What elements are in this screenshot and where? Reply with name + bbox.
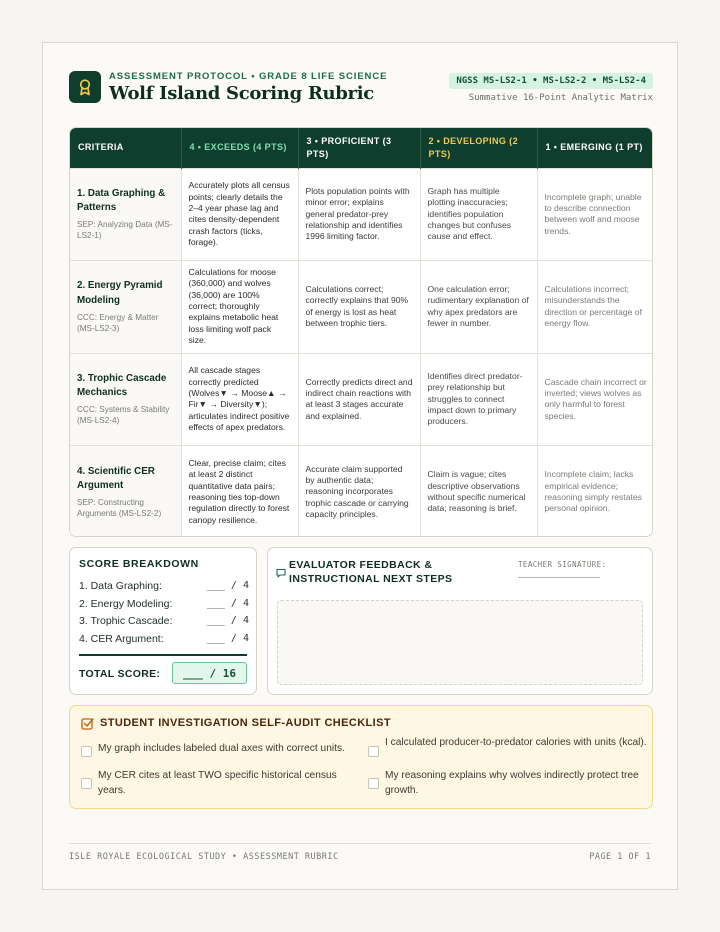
proficient-cell: Correctly predicts direct and indirect chain reactions with at least 3 stages accurate and explained. (298, 353, 420, 446)
score-divider (79, 654, 247, 656)
exceeds-cell: Accurately plots all census points; clearly details the 2–4 year phase lag and cites density-dependent crash factors (ticks, forage). (181, 168, 298, 261)
score-row (79, 598, 249, 610)
checklist-checkbox[interactable] (81, 778, 92, 789)
column-header-developing: 2 • DEVELOPING (2 PTS) (420, 128, 537, 168)
check-square-icon (81, 717, 94, 735)
checklist-item: My CER cites at least TWO specific historical census years. (98, 770, 337, 796)
score-row (79, 580, 249, 592)
emerging-cell: Incomplete claim; lacks empirical evidence; reasoning simply restates personal opinion. (537, 446, 653, 538)
evaluator-feedback-panel (267, 547, 653, 695)
score-label: 1. Data Graphing: (79, 580, 162, 592)
feedback-textarea[interactable] (277, 600, 643, 685)
checklist-checkbox[interactable] (81, 746, 92, 757)
checklist-checkbox[interactable] (368, 778, 379, 789)
criteria-standard: SEP: Constructing Arguments (MS-LS2-2) (77, 498, 162, 519)
rubric-row (70, 353, 653, 446)
proficient-cell: Plots population points with minor error; explains general predator-prey relationship and identifies 1996 limiting factor. (298, 168, 420, 261)
score-row (79, 615, 249, 627)
total-score-field[interactable]: ___ / 16 (172, 662, 247, 684)
page-subtitle: Summative 16-Point Analytic Matrix (468, 93, 653, 103)
message-square-icon (276, 565, 286, 583)
column-header-proficient: 3 • PROFICIENT (3 PTS) (298, 128, 420, 168)
developing-cell: Identifies direct predator-prey relationship but struggles to connect impact down to primary producers. (420, 353, 537, 446)
checklist-title: STUDENT INVESTIGATION SELF-AUDIT CHECKLIST (100, 717, 391, 729)
signature-label: TEACHER SIGNATURE: (518, 560, 607, 569)
page-title: Wolf Island Scoring Rubric (109, 83, 374, 104)
criteria-standard: CCC: Systems & Stability (MS-LS2-4) (77, 405, 170, 426)
award-icon (69, 71, 101, 103)
proficient-cell: Accurate claim supported by authentic data; reasoning incorporates trophic cascade or carrying capacity principles. (298, 446, 420, 538)
total-score-label: TOTAL SCORE: (79, 668, 161, 680)
exceeds-cell: All cascade stages correctly predicted (Wolves▼ → Moose▲ → Fir▼ → Diversity▼); articulates indirect positive effects of apex predators. (181, 353, 298, 446)
score-row (79, 633, 249, 645)
rubric-table (69, 127, 653, 537)
criteria-cell (70, 353, 181, 446)
criteria-name: 4. Scientific CER Argument (77, 465, 155, 491)
column-header-emerging: 1 • EMERGING (1 PT) (545, 142, 643, 153)
page-number: PAGE 1 OF 1 (589, 852, 651, 862)
score-value-field[interactable]: ___ / 4 (206, 598, 249, 609)
signature-line[interactable] (518, 577, 600, 578)
score-label: 3. Trophic Cascade: (79, 615, 173, 627)
score-label: 4. CER Argument: (79, 633, 164, 645)
criteria-cell (70, 261, 181, 354)
emerging-cell: Incomplete graph; unable to describe connection between wolf and moose trends. (537, 168, 653, 261)
developing-cell: One calculation error; rudimentary explanation of why apex predators are fewer in number. (420, 261, 537, 354)
score-breakdown-panel (69, 547, 257, 695)
emerging-cell: Calculations incorrect; misunderstands the direction or percentage of energy flow. (537, 261, 653, 354)
checklist-item: My graph includes labeled dual axes with correct units. (98, 743, 345, 754)
criteria-standard: SEP: Analyzing Data (MS-LS2-1) (77, 220, 173, 241)
criteria-name: 1. Data Graphing & Patterns (77, 187, 166, 214)
header-eyebrow: ASSESSMENT PROTOCOL • GRADE 8 LIFE SCIENCE (109, 71, 388, 82)
score-value-field[interactable]: ___ / 4 (206, 580, 249, 591)
score-label: 2. Energy Modeling: (79, 598, 173, 610)
developing-cell: Claim is vague; cites descriptive observations without specific numerical data; reasoning is brief. (420, 446, 537, 538)
checklist-item: I calculated producer-to-predator calories with units (kcal). (385, 737, 647, 748)
score-value-field[interactable]: ___ / 4 (206, 633, 249, 644)
checklist-checkbox[interactable] (368, 746, 379, 757)
footer-divider (69, 843, 651, 844)
rubric-header-row (70, 128, 653, 168)
exceeds-cell: Clear, precise claim; cites at least 2 distinct quantitative data pairs; reasoning ties top-down regulation directly to forest canopy resilience. (181, 446, 298, 538)
self-audit-checklist (69, 705, 653, 809)
criteria-name: 3. Trophic Cascade Mechanics (77, 372, 167, 399)
ngss-badge: NGSS MS-LS2-1 • MS-LS2-2 • MS-LS2-4 (449, 73, 653, 89)
proficient-cell: Calculations correct; correctly explains that 90% of energy is lost as heat between trophic tiers. (298, 261, 420, 354)
score-breakdown-title: SCORE BREAKDOWN (79, 558, 199, 570)
column-header-exceeds: 4 • EXCEEDS (4 PTS) (181, 128, 298, 168)
criteria-cell (70, 168, 181, 261)
criteria-standard: CCC: Energy & Matter (MS-LS2-3) (77, 312, 159, 333)
score-value-field[interactable]: ___ / 4 (206, 615, 249, 626)
column-header-criteria: CRITERIA (70, 128, 181, 168)
emerging-cell: Cascade chain incorrect or inverted; views wolves as only harmful to forest species. (537, 353, 653, 446)
footer-caption: ISLE ROYALE ECOLOGICAL STUDY • ASSESSMENT RUBRIC (69, 852, 339, 862)
rubric-row (70, 168, 653, 261)
exceeds-cell: Calculations for moose (360,000) and wolves (36,000) are 100% correct; thoroughly explains metabolic heat loss limiting wolf pack size. (181, 261, 298, 354)
rubric-row (70, 446, 653, 538)
rubric-row (70, 261, 653, 354)
criteria-cell (70, 446, 181, 538)
rubric-sheet (42, 42, 678, 890)
criteria-name: 2. Energy Pyramid Modeling (77, 280, 163, 306)
feedback-title: EVALUATOR FEEDBACK & INSTRUCTIONAL NEXT STEPS (289, 559, 453, 586)
developing-cell: Graph has multiple plotting inaccuracies; identifies population changes but confuses cause and effect. (420, 168, 537, 261)
checklist-item: My reasoning explains why wolves indirectly protect tree growth. (385, 770, 639, 796)
